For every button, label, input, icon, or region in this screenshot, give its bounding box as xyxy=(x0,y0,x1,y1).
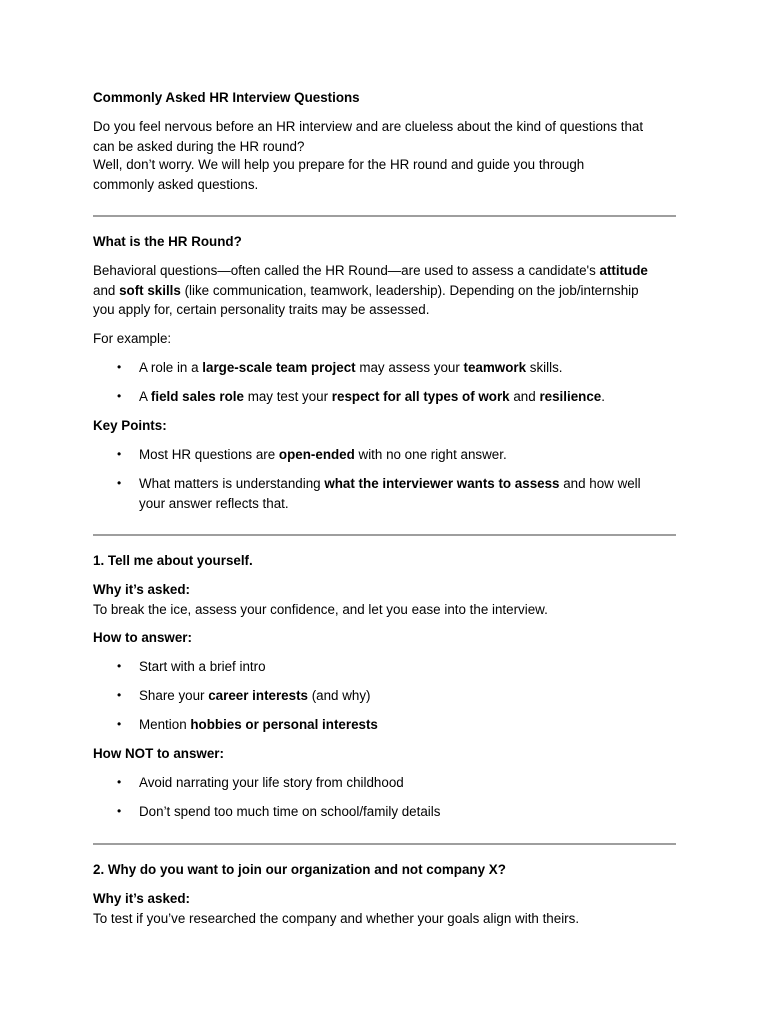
document-title: Commonly Asked HR Interview Questions xyxy=(93,90,360,105)
list-item xyxy=(139,715,679,735)
bold-run: field sales role xyxy=(150,389,244,404)
text-line: commonly asked questions. xyxy=(93,176,259,192)
why-text: To break the ice, assess your confidence, and let you ease into the interview. xyxy=(93,601,548,617)
text-line xyxy=(139,474,679,494)
why-label: Why it’s asked: xyxy=(93,582,190,597)
text-run: What matters is understanding xyxy=(139,476,325,491)
text-run: may test your xyxy=(243,389,332,404)
text-run: and how well xyxy=(559,476,641,491)
intro-paragraph-1 xyxy=(93,117,693,156)
text-run: and xyxy=(509,389,540,404)
text-run: skills. xyxy=(526,360,563,375)
question-1-why xyxy=(93,580,693,619)
list-item xyxy=(139,474,679,513)
text-run: Mention xyxy=(139,717,191,732)
bold-run: respect for all types of work xyxy=(331,389,510,404)
text-run: Behavioral questions—often called the HR Round—are used to assess a candidate's xyxy=(93,263,600,278)
text-run: (like communication, teamwork, leadership). Depending on the job/internship xyxy=(180,282,639,298)
why-label: Why it’s asked: xyxy=(93,891,190,906)
text-line xyxy=(93,261,693,281)
text-run: A role in a xyxy=(139,360,203,375)
text-line: Well, don’t worry. We will help you prepare for the HR round and guide you through xyxy=(93,157,585,172)
text-run: (and why) xyxy=(307,688,371,703)
how-to-answer-label: How to answer: xyxy=(93,630,192,645)
bold-run: teamwork xyxy=(463,360,527,375)
list-item xyxy=(139,445,679,465)
section-divider xyxy=(93,843,676,845)
bold-run: large-scale team project xyxy=(202,360,356,375)
text-run: with no one right answer. xyxy=(354,447,507,462)
text-run: Most HR questions are xyxy=(139,447,279,462)
text-run: may assess your xyxy=(355,360,464,375)
section-heading-hr-round: What is the HR Round? xyxy=(93,234,242,249)
list-item xyxy=(139,686,679,706)
text-run: A xyxy=(139,389,151,404)
why-text: To test if you’ve researched the company and whether your goals align with theirs. xyxy=(93,910,580,926)
bold-run: hobbies or personal interests xyxy=(190,717,378,732)
text-line: Do you feel nervous before an HR interview and are clueless about the kind of questions that xyxy=(93,119,644,134)
example-label: For example: xyxy=(93,331,172,346)
list-item xyxy=(139,387,679,407)
bold-run: open-ended xyxy=(278,447,355,462)
bold-run: what the interviewer wants to assess xyxy=(324,476,560,491)
text-line: you apply for, certain personality traits may be assessed. xyxy=(93,302,430,317)
list-item: • Avoid narrating your life story from childhood xyxy=(139,773,679,793)
list-item xyxy=(139,358,679,378)
text-line: can be asked during the HR round? xyxy=(93,138,305,154)
text-run: . xyxy=(601,389,605,404)
hr-round-description xyxy=(93,261,693,320)
section-divider xyxy=(93,215,676,217)
intro-paragraph-2 xyxy=(93,155,693,194)
text-line xyxy=(93,281,693,301)
text-run: Start with a brief intro xyxy=(139,659,266,674)
question-1-heading: 1. Tell me about yourself. xyxy=(93,553,253,568)
question-2-heading: 2. Why do you want to join our organization and not company X? xyxy=(93,862,506,877)
bold-run: resilience xyxy=(539,389,602,404)
bold-run: career interests xyxy=(208,688,308,703)
list-item: • Don’t spend too much time on school/family details xyxy=(139,802,679,822)
text-run: Share your xyxy=(139,688,209,703)
list-item xyxy=(139,657,679,677)
section-divider xyxy=(93,534,676,536)
text-run: and xyxy=(93,282,120,298)
question-2-why xyxy=(93,889,693,928)
bold-run: soft skills xyxy=(119,282,181,298)
bold-run: attitude xyxy=(599,263,648,278)
text-line: your answer reflects that. xyxy=(139,495,289,511)
key-points-label: Key Points: xyxy=(93,418,167,433)
how-not-to-answer-label: How NOT to answer: xyxy=(93,746,224,761)
